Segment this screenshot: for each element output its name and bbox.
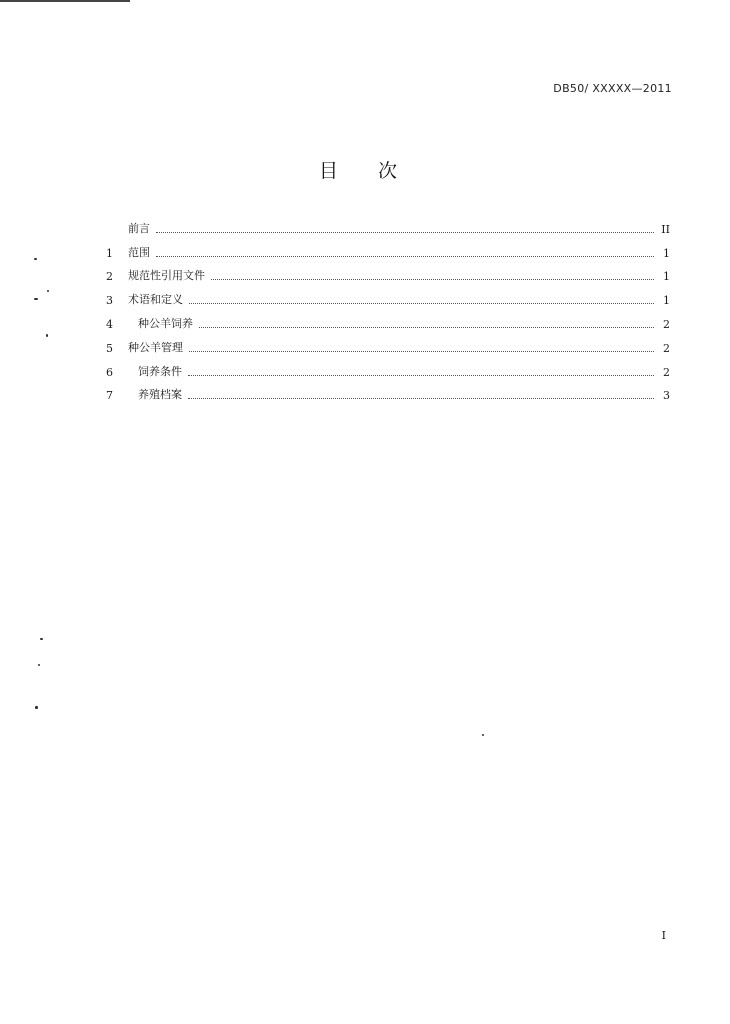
toc-entry-breeding-records[interactable] [106, 379, 670, 403]
toc-entry-number: 5 [106, 341, 113, 355]
toc-leader-dots [211, 278, 654, 280]
toc-entry-title: 养殖档案 [138, 388, 182, 402]
scan-speck [40, 638, 43, 640]
toc-entry-page: 1 [663, 270, 670, 284]
toc-entry-number: 1 [106, 246, 113, 260]
toc-entry-page: 1 [663, 294, 670, 308]
scan-speck [34, 298, 38, 300]
toc-entry-number: 2 [106, 270, 113, 284]
toc-leader-dots [199, 326, 654, 328]
toc-entry-terms-definitions[interactable] [106, 283, 670, 307]
toc-entry-normative-references[interactable] [106, 260, 670, 284]
toc-entry-title: 种公羊饲养 [138, 316, 193, 330]
toc-entry-ram-feeding[interactable] [106, 307, 670, 331]
toc-leader-dots [156, 231, 654, 233]
toc-entry-page: 1 [663, 246, 670, 260]
toc-leader-dots [188, 397, 654, 399]
scan-speck [482, 734, 484, 736]
toc-title: 目次 [318, 160, 437, 182]
toc-entry-page: 3 [663, 389, 670, 403]
scan-speck [47, 290, 49, 292]
scan-edge-line [0, 0, 130, 2]
toc-entry-title: 规范性引用文件 [128, 269, 205, 283]
toc-entry-feeding-conditions[interactable] [106, 355, 670, 379]
document-code: DB50/ XXXXX—2011 [553, 82, 672, 95]
scan-speck [35, 706, 38, 709]
toc-entry-page: 2 [663, 341, 670, 355]
toc-entry-title: 范围 [128, 245, 150, 259]
toc-entry-title: 术语和定义 [128, 293, 183, 307]
toc-entry-number: 3 [106, 294, 113, 308]
toc-entry-title: 前言 [128, 221, 150, 235]
scan-speck [46, 334, 48, 337]
toc-entry-page: 2 [663, 317, 670, 331]
toc-entry-page: II [661, 222, 670, 236]
page-number: I [661, 929, 666, 942]
toc-leader-dots [189, 350, 654, 352]
toc-entry-page: 2 [663, 365, 670, 379]
toc-entry-number: 6 [106, 365, 113, 379]
toc-entry-ram-management[interactable] [106, 331, 670, 355]
toc-leader-dots [189, 302, 654, 304]
toc-entry-title: 饲养条件 [138, 364, 182, 378]
scan-speck [38, 664, 40, 666]
toc-entry-title: 种公羊管理 [128, 340, 183, 354]
toc-entry-scope[interactable] [106, 236, 670, 260]
toc-entry-number: 4 [106, 317, 113, 331]
toc-list [106, 212, 670, 402]
toc-entry-preface[interactable] [106, 212, 670, 236]
toc-leader-dots [188, 374, 654, 376]
scan-speck [34, 258, 37, 260]
toc-leader-dots [156, 255, 654, 257]
toc-entry-number: 7 [106, 389, 113, 403]
